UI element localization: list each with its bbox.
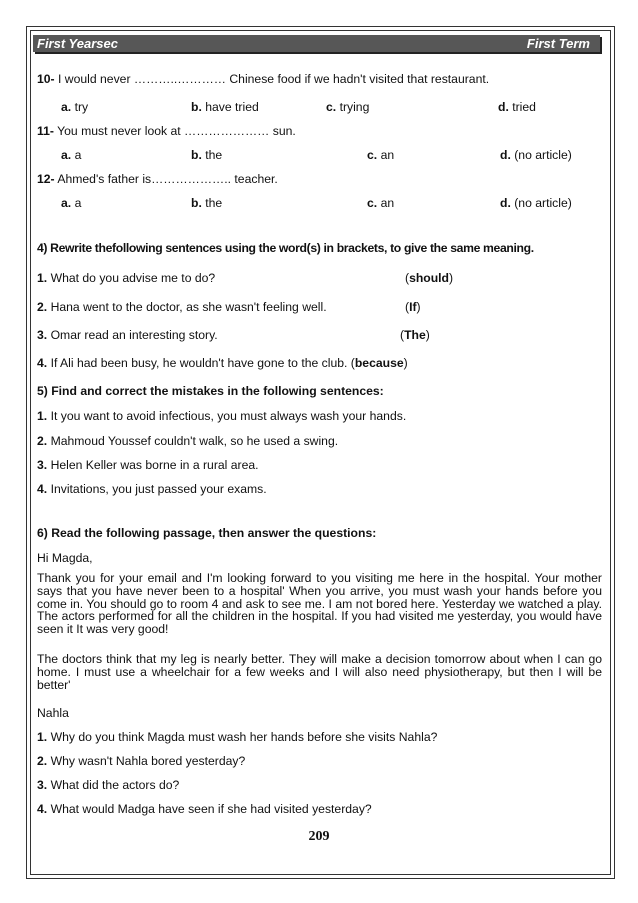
rewrite-keyword-3: (The) <box>400 328 430 342</box>
section-6-title: 6) Read the following passage, then answer the questions: <box>37 526 377 540</box>
passage-greeting: Hi Magda, <box>37 551 93 565</box>
rewrite-item-3: 3. Omar read an interesting story. <box>37 328 218 342</box>
rewrite-keyword-2: (If) <box>405 300 421 314</box>
option-d: d. (no article) <box>500 148 572 162</box>
option-c: c. an <box>367 196 395 210</box>
rewrite-keyword-1: (should) <box>405 271 454 285</box>
section-4-title: 4) Rewrite thefollowing sentences using the word(s) in brackets, to give the same meaning. <box>37 241 534 255</box>
reading-question-1: 1. Why do you think Magda must wash her hands before she visits Nahla? <box>37 730 438 744</box>
option-b: b. the <box>191 196 223 210</box>
question-stem: You must never look at ………………… sun. <box>57 124 296 138</box>
option-c: c. trying <box>326 100 370 114</box>
mistake-item-3: 3. Helen Keller was borne in a rural area. <box>37 458 259 472</box>
question-10 <box>37 72 489 86</box>
question-12 <box>37 172 278 186</box>
question-number: 11- <box>37 124 54 138</box>
reading-question-3: 3. What did the actors do? <box>37 778 180 792</box>
page-header <box>33 35 600 52</box>
passage-paragraph-1: Thank you for your email and I'm looking forward to you visiting me here in the hospital. Your mother says that you have never been to a hospital' When you arrive, you must wash your hands before you come in. You should go to room 4 and ask to see me. I am not bored here. Yesterday we watched a play. The actors performed for all the children in the hospital. If you had visited me yesterday, you would have seen it It was very good! <box>37 571 602 637</box>
option-a: a. try <box>61 100 89 114</box>
question-stem: Ahmed's father is……………….. teacher. <box>57 172 278 186</box>
reading-question-2: 2. Why wasn't Nahla bored yesterday? <box>37 754 246 768</box>
mistake-item-4: 4. Invitations, you just passed your exams. <box>37 482 267 496</box>
option-b: b. have tried <box>191 100 259 114</box>
option-c: c. an <box>367 148 395 162</box>
option-a: a. a <box>61 148 82 162</box>
rewrite-item-1: 1. What do you advise me to do? <box>37 271 216 285</box>
header-left: First Yearsec <box>37 36 118 51</box>
rewrite-item-4: 4. If Ali had been busy, he wouldn't have gone to the club. (because) <box>37 356 408 370</box>
option-d: d. (no article) <box>500 196 572 210</box>
option-d: d. tried <box>498 100 536 114</box>
question-stem: I would never ………..………… Chinese food if we hadn't visited that restaurant. <box>58 72 490 86</box>
header-right: First Term <box>526 36 590 51</box>
passage-paragraph-2: The doctors think that my leg is nearly better. They will make a decision tomorrow about when I can go home. I must use a wheelchair for a few weeks and I will also need physiotherapy, but then I will be better' <box>37 652 602 692</box>
question-11 <box>37 124 296 138</box>
option-b: b. the <box>191 148 223 162</box>
mistake-item-2: 2. Mahmoud Youssef couldn't walk, so he used a swing. <box>37 434 339 448</box>
passage-signoff: Nahla <box>37 706 69 720</box>
page-number: 209 <box>308 829 330 844</box>
section-5-title: 5) Find and correct the mistakes in the following sentences: <box>37 384 384 398</box>
rewrite-item-2: 2. Hana went to the doctor, as she wasn't feeling well. <box>37 300 327 314</box>
question-number: 12- <box>37 172 55 186</box>
mistake-item-1: 1. It you want to avoid infectious, you must always wash your hands. <box>37 409 407 423</box>
option-a: a. a <box>61 196 82 210</box>
reading-question-4: 4. What would Madga have seen if she had visited yesterday? <box>37 802 372 816</box>
question-number: 10- <box>37 72 55 86</box>
